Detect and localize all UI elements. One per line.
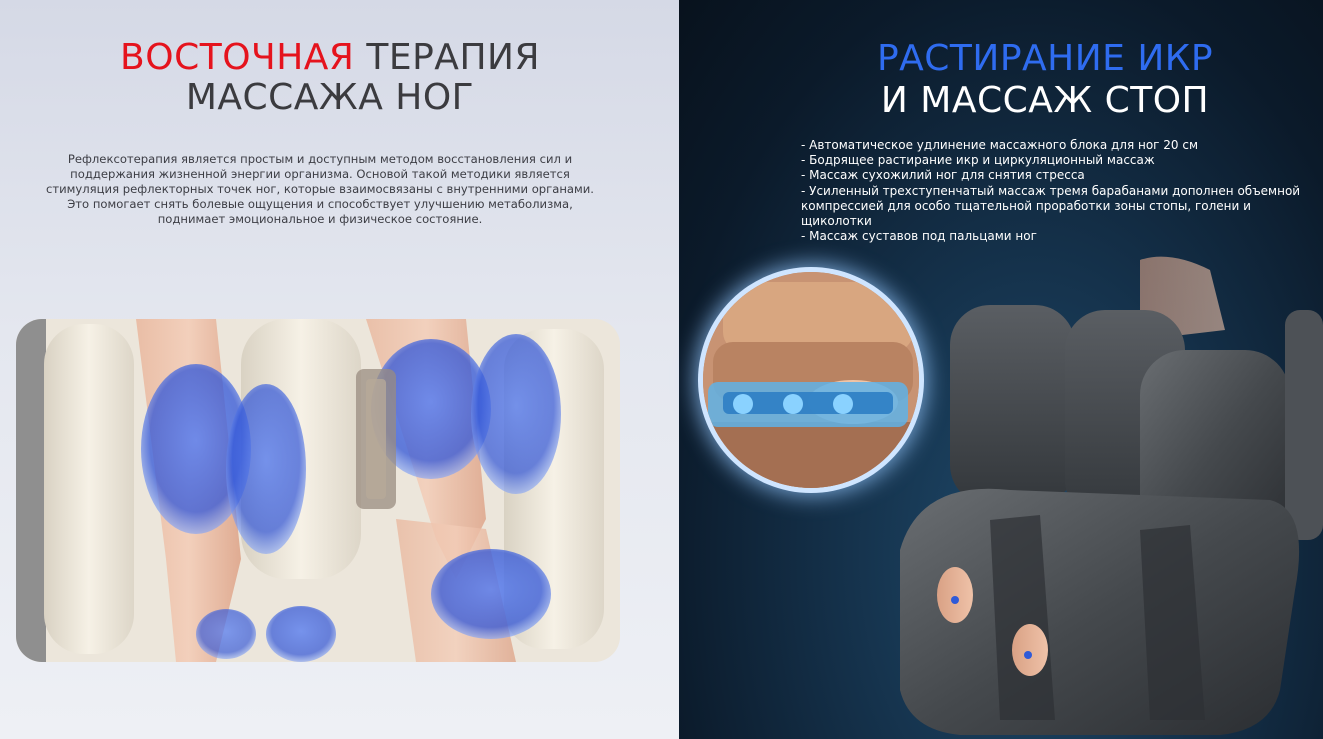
left-description-line: поднимает эмоциональное и физическое состояние.	[157, 212, 483, 226]
left-description	[30, 152, 610, 227]
feature-item: - Массаж сухожилий ног для снятия стресса	[801, 168, 1085, 183]
left-description-line: стимуляция рефлекторных точек ног, которые взаимосвязаны с внутренними органами.	[46, 182, 594, 196]
foot-roller-detail-image	[703, 272, 919, 488]
left-description-line: Рефлексотерапия является простым и доступным методом восстановления сил и	[67, 152, 573, 166]
left-title-line2: МАССАЖА НОГ	[185, 77, 475, 118]
left-title-accent: ВОСТОЧНАЯ	[120, 37, 355, 78]
left-title	[60, 38, 600, 118]
right-title-accent: РАСТИРАНИЕ ИКР	[876, 38, 1214, 79]
feature-item: - Усиленный трехступенчатый массаж тремя барабанами дополнен объемной	[801, 183, 1301, 198]
right-title-line2: И МАССАЖ СТОП	[880, 80, 1210, 121]
feature-list	[801, 138, 1301, 244]
left-description-line: Это помогает снять болевые ощущения и способствует улучшению метаболизма,	[67, 197, 573, 211]
left-description-line: поддержания жизненной энергии организма. Основой такой методики является	[70, 167, 570, 181]
leg-massage-illustration	[16, 319, 620, 662]
left-title-rest: ТЕРАПИЯ	[354, 37, 540, 78]
right-title	[860, 38, 1230, 122]
massage-chair-leg-rest-image	[840, 250, 1323, 739]
feature-item: компрессией для особо тщательной проработки зоны стопы, голени и	[801, 198, 1251, 213]
feature-item: - Автоматическое удлинение массажного блока для ног 20 см	[801, 138, 1199, 152]
feature-item: - Бодрящее растирание икр и циркуляционный массаж	[801, 153, 1155, 168]
feature-item: щиколотки	[801, 214, 872, 229]
feature-item: - Массаж суставов под пальцами ног	[801, 229, 1037, 244]
